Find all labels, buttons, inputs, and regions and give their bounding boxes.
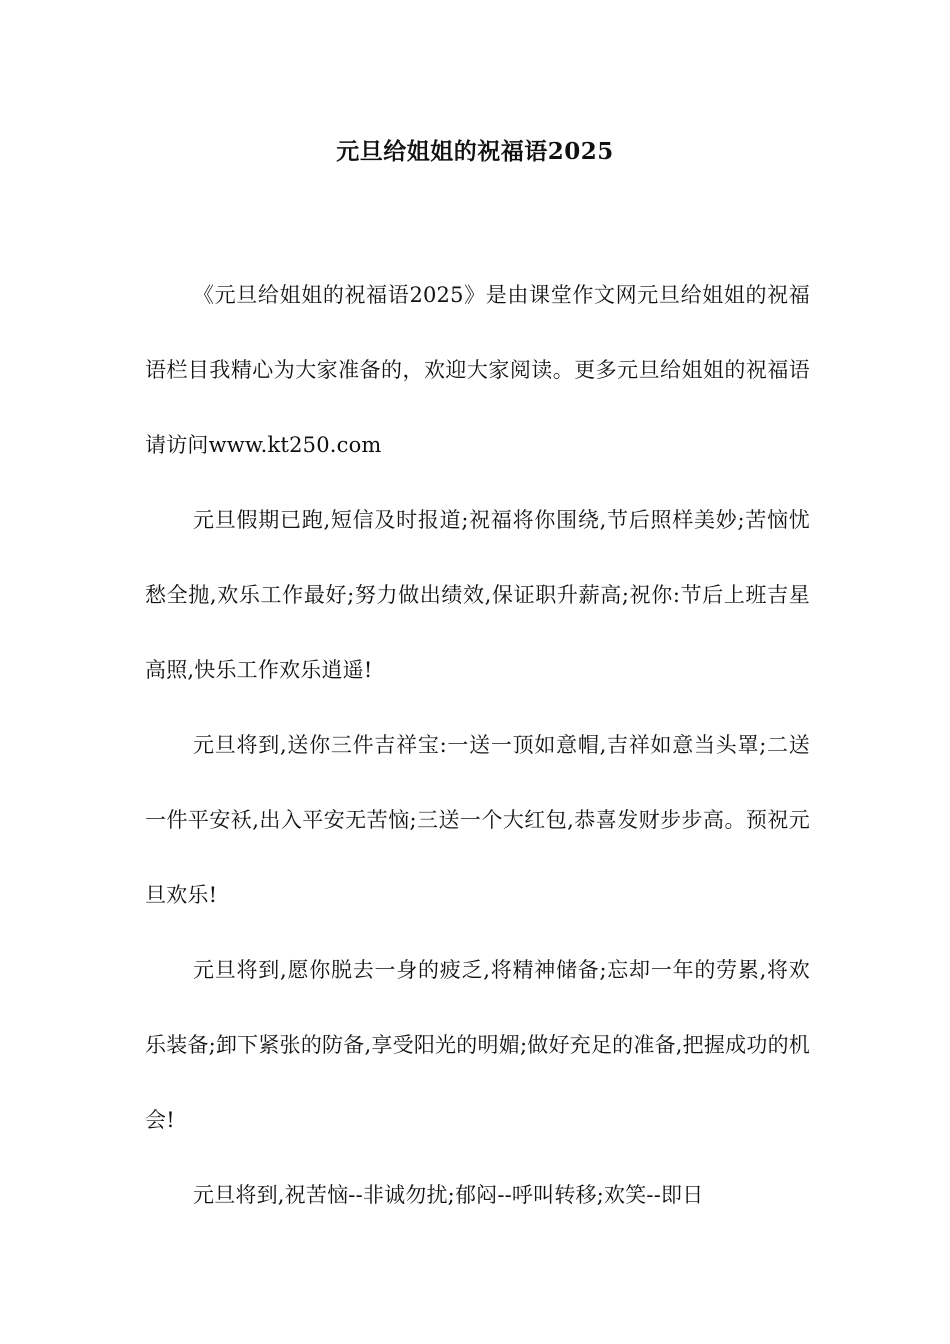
paragraph-intro: 《元旦给姐姐的祝福语2025》是由课堂作文网元旦给姐姐的祝福语栏目我精心为大家准备的，欢迎大家阅读。更多元旦给姐姐的祝福语请访问www.kt250.com: [145, 283, 810, 457]
paragraph-greeting-1: 元旦假期已跑,短信及时报道;祝福将你围绕,节后照样美妙;苦恼忧愁全抛,欢乐工作最好;努力做出绩效,保证职升薪高;祝你:节后上班吉星高照,快乐工作欢乐逍遥!: [145, 508, 810, 682]
paragraph-greeting-3: 元旦将到,愿你脱去一身的疲乏,将精神储备;忘却一年的劳累,将欢乐装备;卸下紧张的防备,享受阳光的明媚;做好充足的准备,把握成功的机会!: [145, 958, 810, 1132]
paragraph-greeting-4: 元旦将到,祝苦恼--非诚勿扰;郁闷--呼叫转移;欢笑--即日: [193, 1183, 704, 1207]
document-body: [145, 258, 810, 1233]
document-title: 元旦给姐姐的祝福语2025: [336, 138, 614, 165]
paragraph-greeting-2: 元旦将到,送你三件吉祥宝:一送一顶如意帽,吉祥如意当头罩;二送一件平安袄,出入平安无苦恼;三送一个大红包,恭喜发财步步高。预祝元旦欢乐!: [145, 733, 810, 907]
